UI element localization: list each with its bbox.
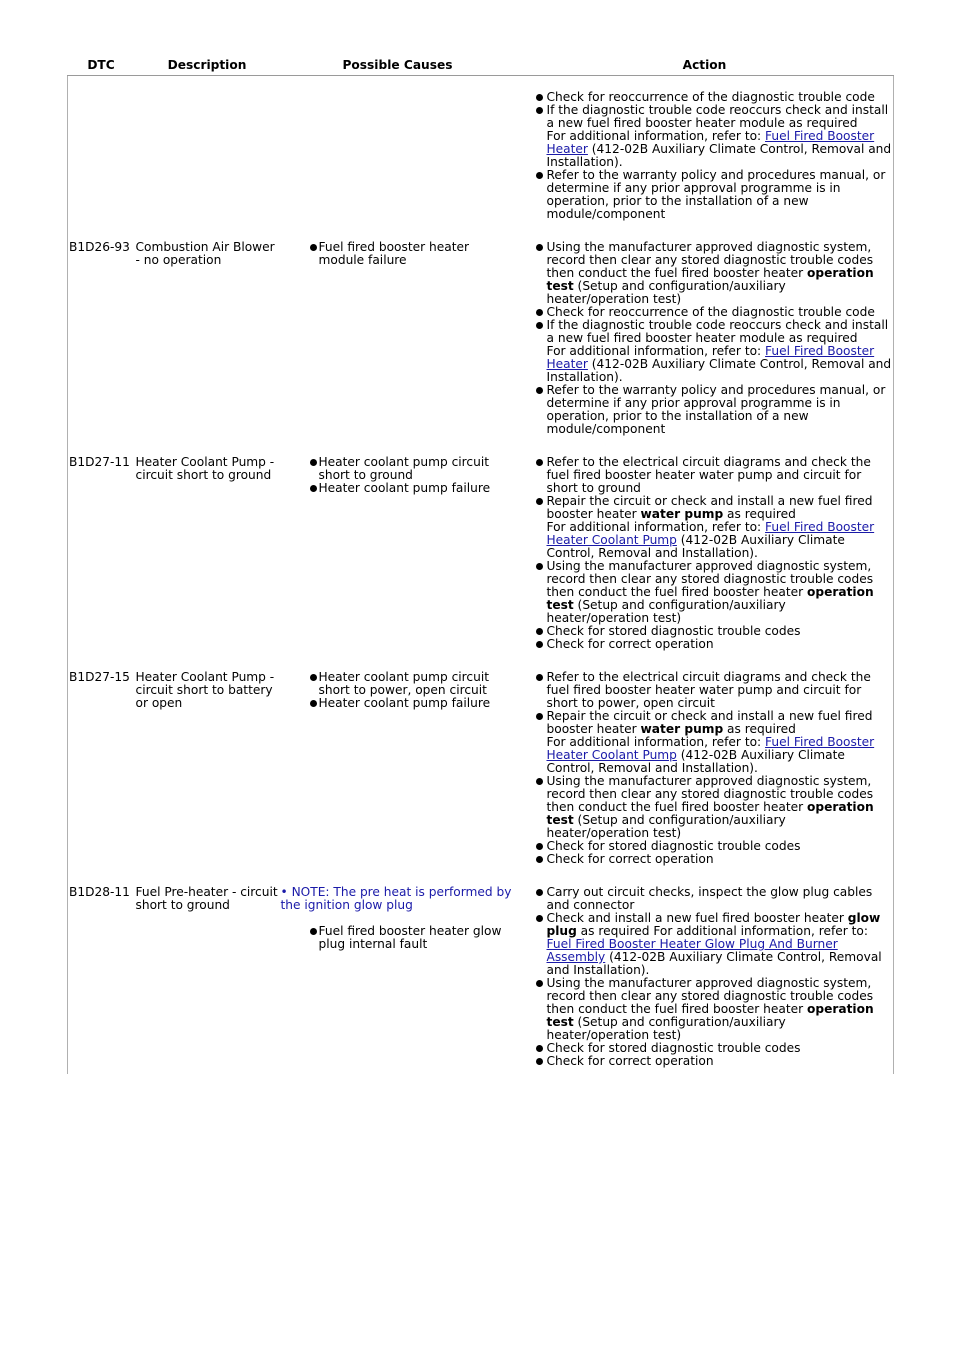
action-cell <box>516 76 894 242</box>
action-item: Using the manufacturer approved diagnostic system, record then clear any stored diagnostic trouble codes then conduct the fuel fired booster heater operation test (Setup and configuration/auxiliary heater/operation test) <box>517 560 893 625</box>
link-fuel-fired-booster-heater-coolant-pump[interactable]: Fuel Fired Booster Heater Coolant Pump <box>546 520 875 547</box>
description-cell <box>135 76 280 242</box>
action-item: Refer to the warranty policy and procedures manual, or determine if any prior approval programme is in operation, prior to the installation of a new module/component <box>517 384 893 436</box>
dtc-table <box>67 58 894 1074</box>
dtc-table-page <box>67 58 893 1074</box>
table-row <box>68 241 894 456</box>
dtc-code <box>68 76 135 242</box>
causes-cell <box>280 671 516 886</box>
description-cell: Heater Coolant Pump - circuit short to battery or open <box>135 670 275 710</box>
causes-cell <box>280 456 516 671</box>
description-cell: Fuel Pre-heater - circuit short to ground <box>135 885 278 912</box>
link-fuel-fired-booster-heater[interactable]: Fuel Fired Booster Heater <box>546 129 875 156</box>
action-item: Check for correct operation <box>517 853 893 866</box>
cause-item: Heater coolant pump failure <box>281 697 515 710</box>
header-possible-causes: Possible Causes <box>280 58 516 76</box>
cause-item: Fuel fired booster heater glow plug internal fault <box>281 925 515 951</box>
action-item: Using the manufacturer approved diagnostic system, record then clear any stored diagnostic trouble codes then conduct the fuel fired booster heater operation test (Setup and configuration/auxiliary heater/operation test) <box>517 977 893 1042</box>
description-cell: Heater Coolant Pump - circuit short to ground <box>135 455 275 482</box>
link-glow-plug-burner-assembly[interactable]: Fuel Fired Booster Heater Glow Plug And Burner Assembly <box>546 937 838 964</box>
table-row <box>68 76 894 242</box>
action-item: Using the manufacturer approved diagnostic system, record then clear any stored diagnostic trouble codes then conduct the fuel fired booster heater operation test (Setup and configuration/auxiliary heater/operation test) <box>517 775 893 840</box>
action-item: Check for reoccurrence of the diagnostic trouble code <box>517 306 893 319</box>
causes-cell <box>280 241 516 456</box>
cause-item: Heater coolant pump failure <box>281 482 515 495</box>
action-cell <box>516 886 894 1074</box>
table-row <box>68 886 894 1074</box>
header-dtc: DTC <box>68 58 135 76</box>
action-item: Refer to the warranty policy and procedures manual, or determine if any prior approval programme is in operation, prior to the installation of a new module/component <box>517 169 893 221</box>
action-item: Check for stored diagnostic trouble codes <box>517 840 893 853</box>
action-item: Refer to the electrical circuit diagrams and check the fuel fired booster heater water pump and circuit for short to ground <box>517 456 893 495</box>
header-description: Description <box>135 58 280 76</box>
dtc-code: B1D27-15 <box>68 671 135 886</box>
header-action: Action <box>516 58 894 76</box>
action-item: Check for reoccurrence of the diagnostic trouble code <box>517 91 893 104</box>
dtc-code: B1D28-11 <box>68 886 135 1074</box>
cause-item: Heater coolant pump circuit short to ground <box>281 456 515 482</box>
causes-cell <box>280 76 516 242</box>
dtc-code: B1D26-93 <box>68 241 135 456</box>
link-fuel-fired-booster-heater[interactable]: Fuel Fired Booster Heater <box>546 344 875 371</box>
table-header-row <box>68 58 894 76</box>
note-text: • NOTE: The pre heat is performed by the ignition glow plug <box>280 885 512 912</box>
action-item: Check for correct operation <box>517 638 893 651</box>
link-fuel-fired-booster-heater-coolant-pump[interactable]: Fuel Fired Booster Heater Coolant Pump <box>546 735 875 762</box>
table-row <box>68 671 894 886</box>
action-item: Check for stored diagnostic trouble codes <box>517 625 893 638</box>
description-cell: Combustion Air Blower - no operation <box>135 240 275 267</box>
action-cell <box>516 241 894 456</box>
action-item: If the diagnostic trouble code reoccurs check and install a new fuel fired booster heater module as required For additional information, refer to: Fuel Fired Booster Heater (412-02B Auxiliary Climate Control, Removal and Installation). <box>517 104 893 169</box>
action-item: If the diagnostic trouble code reoccurs check and install a new fuel fired booster heater module as required For additional information, refer to: Fuel Fired Booster Heater (412-02B Auxiliary Climate Control, Removal and Installation). <box>517 319 893 384</box>
table-row <box>68 456 894 671</box>
action-item: Refer to the electrical circuit diagrams and check the fuel fired booster heater water pump and circuit for short to power, open circuit <box>517 671 893 710</box>
action-item: Check for correct operation <box>517 1055 893 1068</box>
action-item: Check for stored diagnostic trouble codes <box>517 1042 893 1055</box>
action-cell <box>516 456 894 671</box>
action-item: Carry out circuit checks, inspect the glow plug cables and connector <box>517 886 893 912</box>
dtc-code: B1D27-11 <box>68 456 135 671</box>
action-item: Check and install a new fuel fired booster heater glow plug as required For additional information, refer to: Fuel Fired Booster Heater Glow Plug And Burner Assembly (412-02B Auxiliary Climate Control, Removal and Installation). <box>517 912 893 977</box>
action-item: Repair the circuit or check and install a new fuel fired booster heater water pump as required For additional information, refer to: Fuel Fired Booster Heater Coolant Pump (412-02B Auxiliary Climate Control, Removal and Installation). <box>517 495 893 560</box>
causes-cell <box>280 886 516 1074</box>
cause-item: Heater coolant pump circuit short to power, open circuit <box>281 671 515 697</box>
action-item: Repair the circuit or check and install a new fuel fired booster heater water pump as required For additional information, refer to: Fuel Fired Booster Heater Coolant Pump (412-02B Auxiliary Climate Control, Removal and Installation). <box>517 710 893 775</box>
action-item: Using the manufacturer approved diagnostic system, record then clear any stored diagnostic trouble codes then conduct the fuel fired booster heater operation test (Setup and configuration/auxiliary heater/operation test) <box>517 241 893 306</box>
cause-item: Fuel fired booster heater module failure <box>281 241 515 267</box>
action-cell <box>516 671 894 886</box>
